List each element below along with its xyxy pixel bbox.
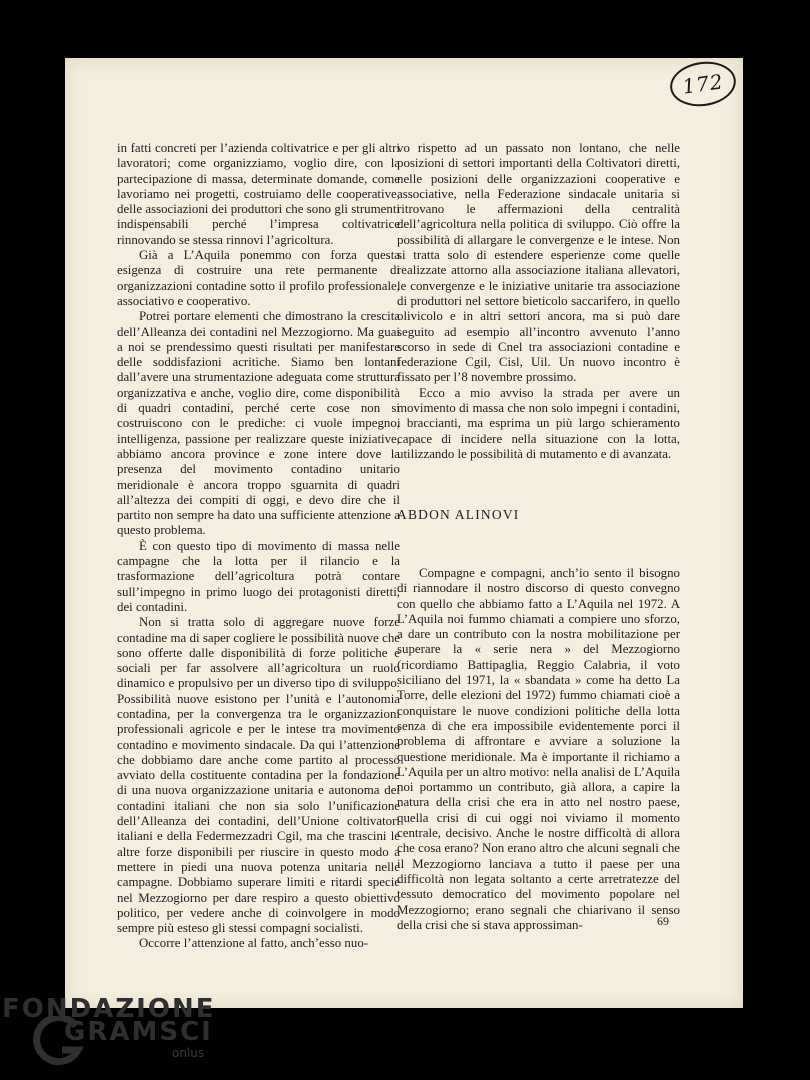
stamp-number: 172	[680, 69, 726, 99]
foundation-logo	[0, 990, 260, 1070]
logo-line-2: GRAMSCI	[64, 1017, 213, 1047]
logo-line-1: FONDAZIONE	[2, 994, 216, 1024]
logo-line-3: onlus	[172, 1046, 205, 1060]
paragraph: È con questo tipo di movimento di massa nelle campagne che la lotta per il rilancio e la trasformazione dell’agricoltura potrà contare sull’impegno in primo luogo dei protagonisti diretti, dei contadini.	[117, 538, 400, 614]
paragraph: Potrei portare elementi che dimostrano la crescita dell’Alleanza dei contadini nel Mezzogiorno. Ma guai a noi se prendessimo questi risultati per manifestare delle soddisfazioni acritiche. Siamo ben lontani dall’avere una strumentazione adeguata come struttura organizzativa e anche, voglio dire, come disponibilità di quadri contadini, perché certe cose non si costruiscono con le prediche: ci vuole impegno, intelligenza, passione per realizzare queste iniziative, abbiamo ancora province e zone intere dove la presenza del movimento contadino unitario meridionale è ancora troppo sguarnita di quadri all’altezza dei compiti di oggi, e devo dire che il partito non sempre ha dato una sufficiente attenzione a questo problema.	[117, 309, 400, 538]
page-number: 69	[657, 914, 669, 928]
paragraph: Compagne e compagni, anch’io sento il bisogno di riannodare il nostro discorso di questo convegno con quello che abbiamo fatto a L’Aquila nel 1972. A L’Aquila noi fummo chiamati a compiere uno sforzo, a dare un contributo con la nostra mobilitazione per superare la « serie nera » del Mezzogiorno (ricordiamo Battipaglia, Reggio Calabria, il voto siciliano del 1971, la « sbandata » come ha detto La Torre, delle elezioni del 1972) fummo chiamati cioè a conquistare le nuove condizioni politiche della lotta senza di che era impossibile evidentemente porci il problema di affrontare e avviare a soluzione la questione meridionale. Ma è importante il richiamo a L’Aquila per un altro motivo: nella analisi de L’Aquila noi portammo un contributo, già allora, a capire la natura della crisi che era in atto nel nostro paese, quella crisi di cui oggi noi viviamo il momento centrale, decisivo. Anche le nostre difficoltà di allora che cosa erano? Non erano altro che alcuni segnali che il Mezzogiorno lanciava a tutto il paese per una difficoltà non legata soltanto a certe arretratezze del tessuto democratico del movimento popolare nel Mezzogiorno; erano segnali che chiarivano il senso della crisi che si stava approssiman-	[397, 566, 680, 932]
paragraph: Non si tratta solo di aggregare nuove forze contadine ma di saper cogliere le possibilità nuove che sono offerte dalle disponibilità di forze politiche e sociali per far assolvere all’agricoltura un ruolo dinamico e propulsivo per un diverso tipo di sviluppo. Possibilità nuove esistono per l’unità e l’autonomia contadina, per la convergenza tra le organizzazioni professionali agricole e per le intese tra movimento contadino e movimento sindacale. Da qui l’attenzione che dobbiamo dare anche come partito al processo avviato della costituente contadina per la fondazione di una nuova organizzazione unitaria e autonoma dei contadini italiani che non sia solo l’unificazione dell’Alleanza dei contadini, dell’Unione coltivatori italiani e della Federmezzadri Cgil, ma che trascini le altre forze disponibili per riuscire in questo modo a mettere in piedi una nuova potenza unitaria nelle campagne. Dobbiamo superare limiti e ritardi specie nel Mezzogiorno per dare respiro a questo obiettivo politico, per vedere anche di coinvolgere in modo sempre più esteso gli stessi compagni socialisti.	[117, 615, 400, 936]
author-heading: ABDON ALINOVI	[397, 507, 520, 522]
left-column	[117, 141, 400, 952]
paragraph: vo rispetto ad un passato non lontano, che nelle posizioni di settori importanti della Coltivatori diretti, nelle posizioni delle organizzazioni cooperative e associative, nella Federazione sindacale unitaria si ritrovano le affermazioni della centralità dell’agricoltura nella politica di sviluppo. Ciò offre la possibilità di allargare le convergenze e le intese. Non si tratta solo di estendere esperienze come quelle realizzate attorno alla associazione italiana allevatori, le convergenze e le iniziative unitarie tra associazione di produttori nel settore bieticolo saccarifero, in quello olivicolo e in altri settori ancora, ma si può dare seguito ad esempio all’incontro avvenuto l’anno scorso in sede di Cnel tra associazioni contadine e federazione Cgil, Cisl, Uil. Un nuovo incontro è fissato per l’8 novembre prossimo.	[397, 141, 680, 385]
paragraph: Già a L’Aquila ponemmo con forza questa esigenza di costruire una rete permanente di organizzazioni contadine sotto il profilo professionale, associativo e cooperativo.	[117, 248, 400, 308]
paragraph: in fatti concreti per l’azienda coltivatrice e per gli altri lavoratori; come organizziamo, voglio dire, con la partecipazione di massa, determinate domande, come lavoriamo nei progetti, costruiamo delle cooperative, delle associazioni dei produttori che sono gli strumenti indispensabili perché l’impresa coltivatrice rinnovando se stessa rinnovi l’agricoltura.	[117, 141, 400, 247]
paragraph: Ecco a mio avviso la strada per avere un movimento di massa che non solo impegni i contadini, i braccianti, ma esprima un più largo schieramento capace di incidere nella situazione con la lotta, utilizzando le possibilità di mutamento e di avanzata.	[397, 385, 680, 461]
right-column-speech	[397, 566, 680, 933]
right-column	[397, 141, 680, 462]
paragraph: Occorre l’attenzione al fatto, anch’esso nuo-	[139, 936, 369, 951]
